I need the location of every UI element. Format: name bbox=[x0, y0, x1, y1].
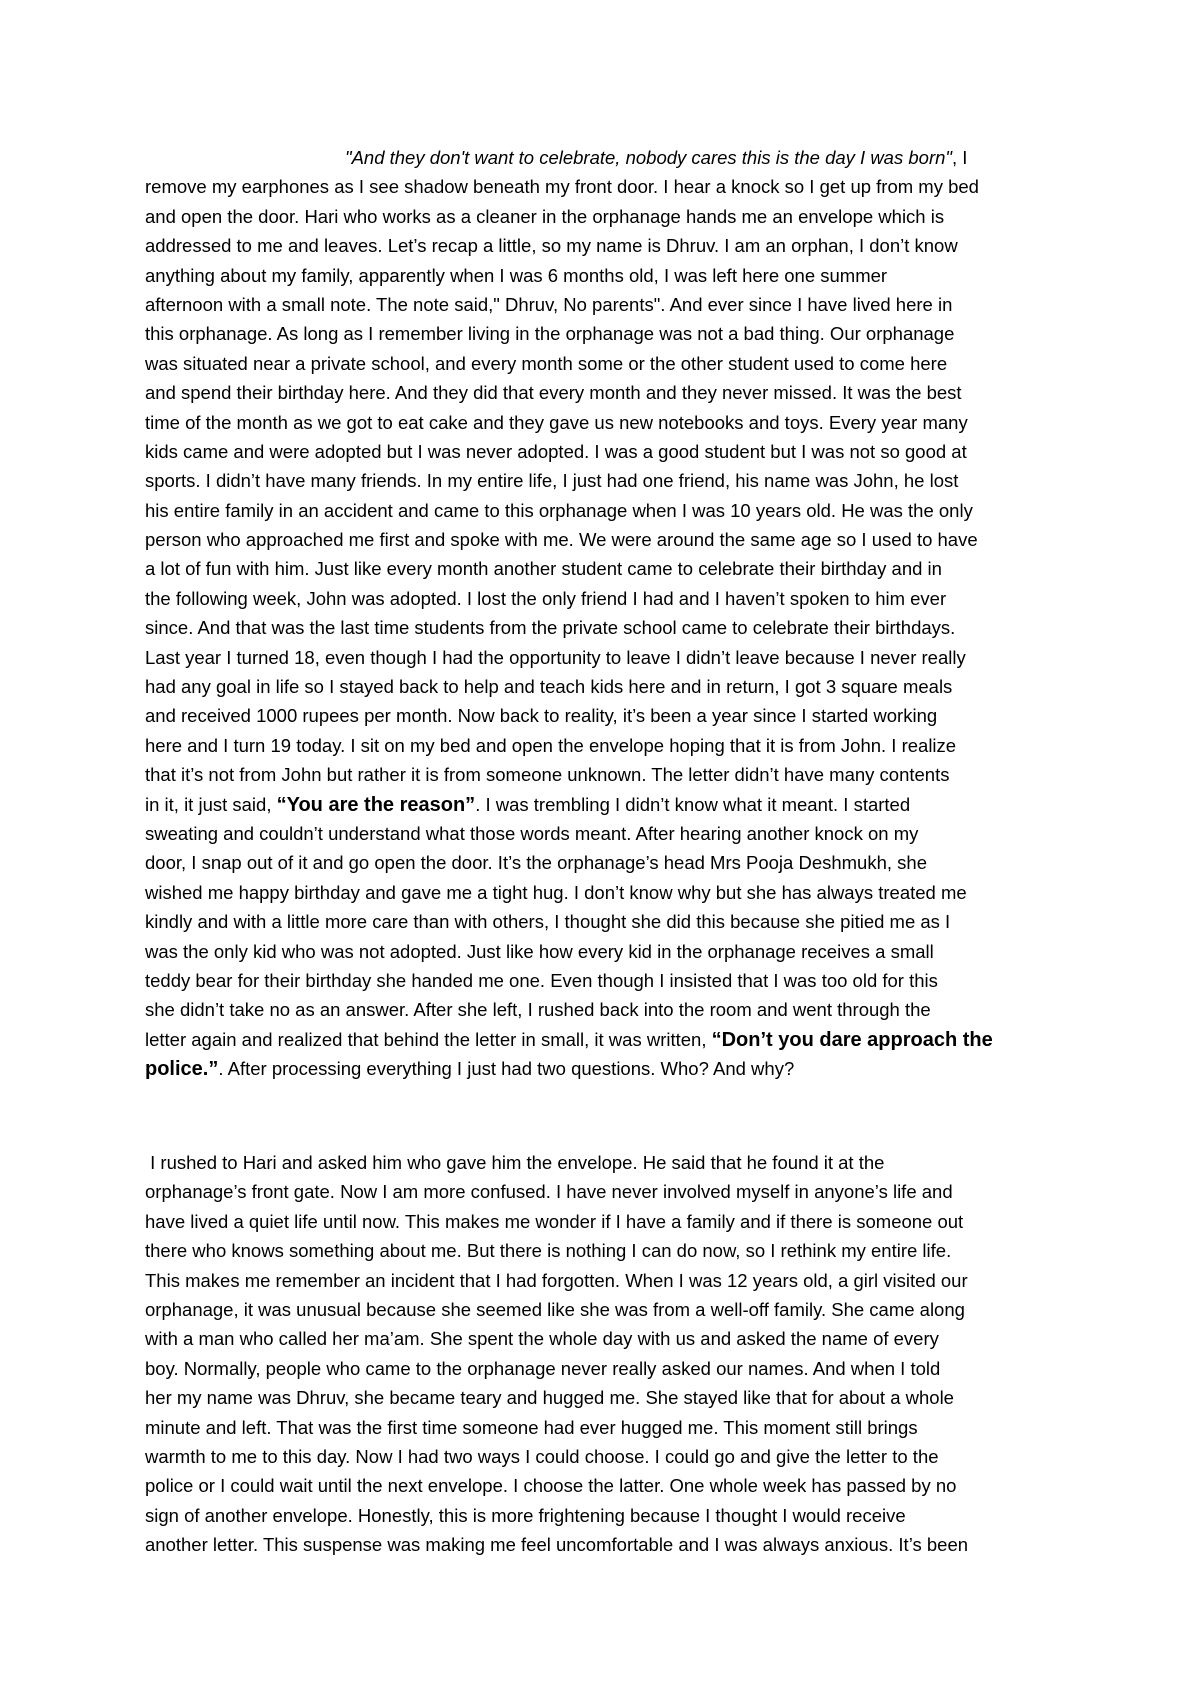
text-line: addressed to me and leaves. Let’s recap a little, so my name is Dhruv. I am an orphan, I don’t know bbox=[145, 235, 958, 257]
text-line: with a man who called her ma’am. She spent the whole day with us and asked the name of every bbox=[145, 1328, 939, 1350]
text-line: here and I turn 19 today. I sit on my bed and open the envelope hoping that it is from John. I realize bbox=[145, 734, 957, 756]
paragraph-2 bbox=[145, 1148, 1065, 1559]
text-line: her my name was Dhruv, she became teary and hugged me. She stayed like that for about a whole bbox=[145, 1387, 954, 1409]
quote-bold: “Don’t you dare approach the bbox=[711, 1028, 993, 1051]
paragraph-1 bbox=[145, 143, 1065, 1084]
text-span: in it, it just said, bbox=[145, 793, 277, 815]
quote-italic: "And they don't want to celebrate, nobody cares this is the day I was born" bbox=[345, 147, 952, 168]
text-line: a lot of fun with him. Just like every month another student came to celebrate their birthday and in bbox=[145, 558, 942, 580]
text-line: his entire family in an accident and came to this orphanage when I was 10 years old. He was the only bbox=[145, 499, 973, 521]
text-line: orphanage, it was unusual because she seemed like she was from a well-off family. She came along bbox=[145, 1298, 965, 1320]
text-line: and open the door. Hari who works as a cleaner in the orphanage hands me an envelope which is bbox=[145, 205, 945, 227]
text-line bbox=[145, 1025, 1065, 1054]
text-line: Last year I turned 18, even though I had the opportunity to leave I didn’t leave because I never really bbox=[145, 646, 966, 668]
text-line: this orphanage. As long as I remember living in the orphanage was not a bad thing. Our orphanage bbox=[145, 323, 955, 345]
text-line: kindly and with a little more care than with others, I thought she did this because she pitied me as I bbox=[145, 911, 951, 933]
text-line: boy. Normally, people who came to the orphanage never really asked our names. And when I told bbox=[145, 1357, 941, 1379]
text-line: was the only kid who was not adopted. Just like how every kid in the orphanage receives a small bbox=[145, 940, 934, 962]
text-line: This makes me remember an incident that I had forgotten. When I was 12 years old, a girl visited our bbox=[145, 1269, 968, 1291]
text-line: teddy bear for their birthday she handed me one. Even though I insisted that I was too old for this bbox=[145, 969, 938, 991]
text-line: sweating and couldn’t understand what those words meant. After hearing another knock on my bbox=[145, 822, 919, 844]
text-line: afternoon with a small note. The note said," Dhruv, No parents". And ever since I have lived here in bbox=[145, 293, 953, 315]
text-line bbox=[145, 1054, 1065, 1083]
text-line: I rushed to Hari and asked him who gave him the envelope. He said that he found it at the bbox=[145, 1152, 885, 1173]
text-line: remove my earphones as I see shadow beneath my front door. I hear a knock so I get up from my bed bbox=[145, 176, 979, 198]
text-line: had any goal in life so I stayed back to help and teach kids here and in return, I got 3 square meals bbox=[145, 676, 953, 698]
text-span: . I was trembling I didn’t know what it meant. I started bbox=[475, 793, 911, 815]
text-line: kids came and were adopted but I was never adopted. I was a good student but I was not so good at bbox=[145, 440, 967, 462]
text-line: minute and left. That was the first time someone had ever hugged me. This moment still brings bbox=[145, 1416, 918, 1438]
text-line: sign of another envelope. Honestly, this is more frightening because I thought I would receive bbox=[145, 1504, 906, 1526]
text-line bbox=[145, 143, 1065, 172]
text-span: letter again and realized that behind the letter in small, it was written, bbox=[145, 1028, 712, 1050]
text-line: that it’s not from John but rather it is from someone unknown. The letter didn’t have many contents bbox=[145, 764, 950, 786]
text-line: since. And that was the last time students from the private school came to celebrate their birthdays. bbox=[145, 617, 956, 639]
text-line: time of the month as we got to eat cake and they gave us new notebooks and toys. Every year many bbox=[145, 411, 968, 433]
text-line: orphanage’s front gate. Now I am more confused. I have never involved myself in anyone’s life and bbox=[145, 1181, 953, 1203]
text-line: another letter. This suspense was making me feel uncomfortable and I was always anxious. It’s been bbox=[145, 1534, 969, 1556]
text-span: . After processing everything I just had two questions. Who? And why? bbox=[218, 1058, 795, 1080]
text-line: have lived a quiet life until now. This makes me wonder if I have a family and if there is someone out bbox=[145, 1210, 964, 1232]
text-line: anything about my family, apparently when I was 6 months old, I was left here one summer bbox=[145, 264, 888, 286]
text-line: sports. I didn’t have many friends. In my entire life, I just had one friend, his name was John, he lost bbox=[145, 470, 959, 492]
quote-bold: “You are the reason” bbox=[276, 793, 476, 816]
text-line: she didn’t take no as an answer. After she left, I rushed back into the room and went through the bbox=[145, 999, 931, 1021]
text-line: wished me happy birthday and gave me a tight hug. I don’t know why but she has always treated me bbox=[145, 881, 967, 903]
text-line: there who knows something about me. But there is nothing I can do now, so I rethink my entire life. bbox=[145, 1240, 952, 1262]
text-line: door, I snap out of it and go open the door. It’s the orphanage’s head Mrs Pooja Deshmukh, she bbox=[145, 852, 927, 874]
text-line: the following week, John was adopted. I lost the only friend I had and I haven’t spoken to him ever bbox=[145, 587, 947, 609]
text-line: person who approached me first and spoke with me. We were around the same age so I used to have bbox=[145, 529, 978, 551]
text-line: police or I could wait until the next envelope. I choose the latter. One whole week has passed by no bbox=[145, 1475, 957, 1497]
quote-bold: police.” bbox=[145, 1058, 219, 1081]
text-line: was situated near a private school, and every month some or the other student used to come here bbox=[145, 352, 948, 374]
text-line: and spend their birthday here. And they did that every month and they never missed. It was the best bbox=[145, 382, 962, 404]
text-line: and received 1000 rupees per month. Now back to reality, it’s been a year since I started working bbox=[145, 705, 938, 727]
text-span: , I bbox=[951, 147, 968, 168]
text-line bbox=[145, 790, 1065, 819]
text-line: warmth to me to this day. Now I had two ways I could choose. I could go and give the letter to the bbox=[145, 1445, 939, 1467]
